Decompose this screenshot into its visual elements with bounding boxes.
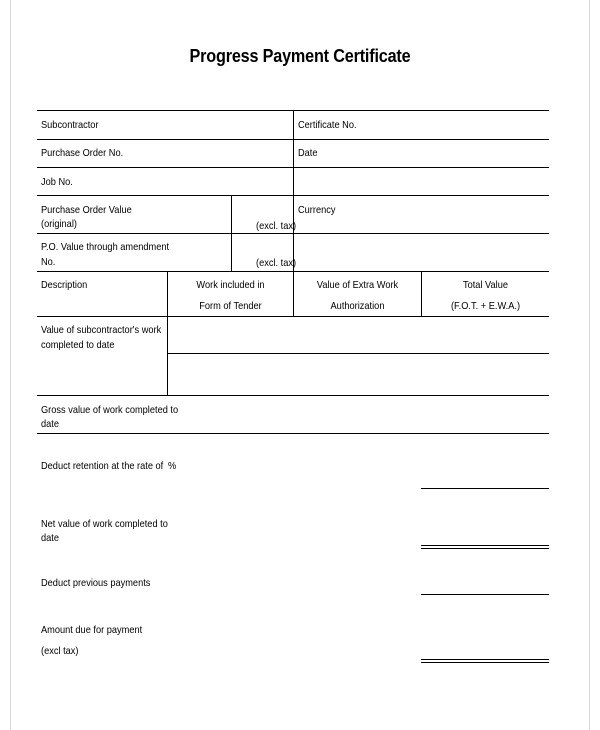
- retention-amount-line: [421, 488, 549, 489]
- subcontractor-label: Subcontractor: [41, 119, 99, 131]
- purchase-order-no-label: Purchase Order No.: [41, 147, 124, 159]
- column-header-extra-work: Value of Extra Work: [316, 279, 399, 291]
- excl-tax-label: (excl. tax): [256, 220, 297, 232]
- page-right-edge: [589, 0, 590, 730]
- column-divider: [293, 110, 294, 195]
- percent-sign: %: [168, 460, 177, 472]
- row-divider: [37, 395, 549, 396]
- net-value-label-2: date: [41, 532, 59, 544]
- date-label: Date: [298, 147, 318, 159]
- previous-payments-label: Deduct previous payments: [41, 577, 151, 589]
- po-value-label: Purchase Order Value: [41, 204, 132, 216]
- po-amendment-label-no: No.: [41, 256, 56, 268]
- page-title: Progress Payment Certificate: [189, 46, 411, 66]
- amount-due-label-2: (excl tax): [41, 645, 79, 657]
- column-header-extra-work-2: Authorization: [330, 300, 385, 312]
- table-bottom-border: [37, 433, 549, 434]
- column-header-description: Description: [41, 279, 88, 291]
- work-completed-label-2: completed to date: [41, 339, 115, 351]
- gross-value-label-2: date: [41, 418, 59, 430]
- retention-label: Deduct retention at the rate of: [41, 460, 164, 472]
- column-divider: [293, 271, 294, 316]
- amount-due-line-double: [421, 662, 549, 663]
- po-amendment-label: P.O. Value through amendment: [41, 241, 170, 253]
- column-divider: [167, 271, 168, 395]
- amount-due-label: Amount due for payment: [41, 624, 143, 636]
- column-divider: [231, 195, 232, 271]
- gross-value-label: Gross value of work completed to: [41, 404, 179, 416]
- net-value-line: [421, 545, 549, 546]
- column-header-work-tender: Work included in: [196, 279, 265, 291]
- net-value-label: Net value of work completed to: [41, 518, 168, 530]
- certificate-no-label: Certificate No.: [298, 119, 357, 131]
- currency-label: Currency: [298, 204, 336, 216]
- column-divider: [421, 271, 422, 316]
- column-header-total-2: (F.O.T. + E.W.A.): [450, 300, 521, 312]
- page-left-edge: [10, 0, 11, 730]
- column-header-work-tender-2: Form of Tender: [199, 300, 262, 312]
- row-divider: [167, 353, 549, 354]
- excl-tax-label: (excl. tax): [256, 257, 297, 269]
- net-value-line-double: [421, 548, 549, 549]
- amount-due-line: [421, 659, 549, 660]
- row-divider: [37, 316, 549, 317]
- job-no-label: Job No.: [41, 176, 73, 188]
- previous-payments-line: [421, 594, 549, 595]
- po-value-label-original: (original): [41, 218, 77, 230]
- work-completed-label: Value of subcontractor's work: [41, 324, 162, 336]
- column-header-total: Total Value: [462, 279, 509, 291]
